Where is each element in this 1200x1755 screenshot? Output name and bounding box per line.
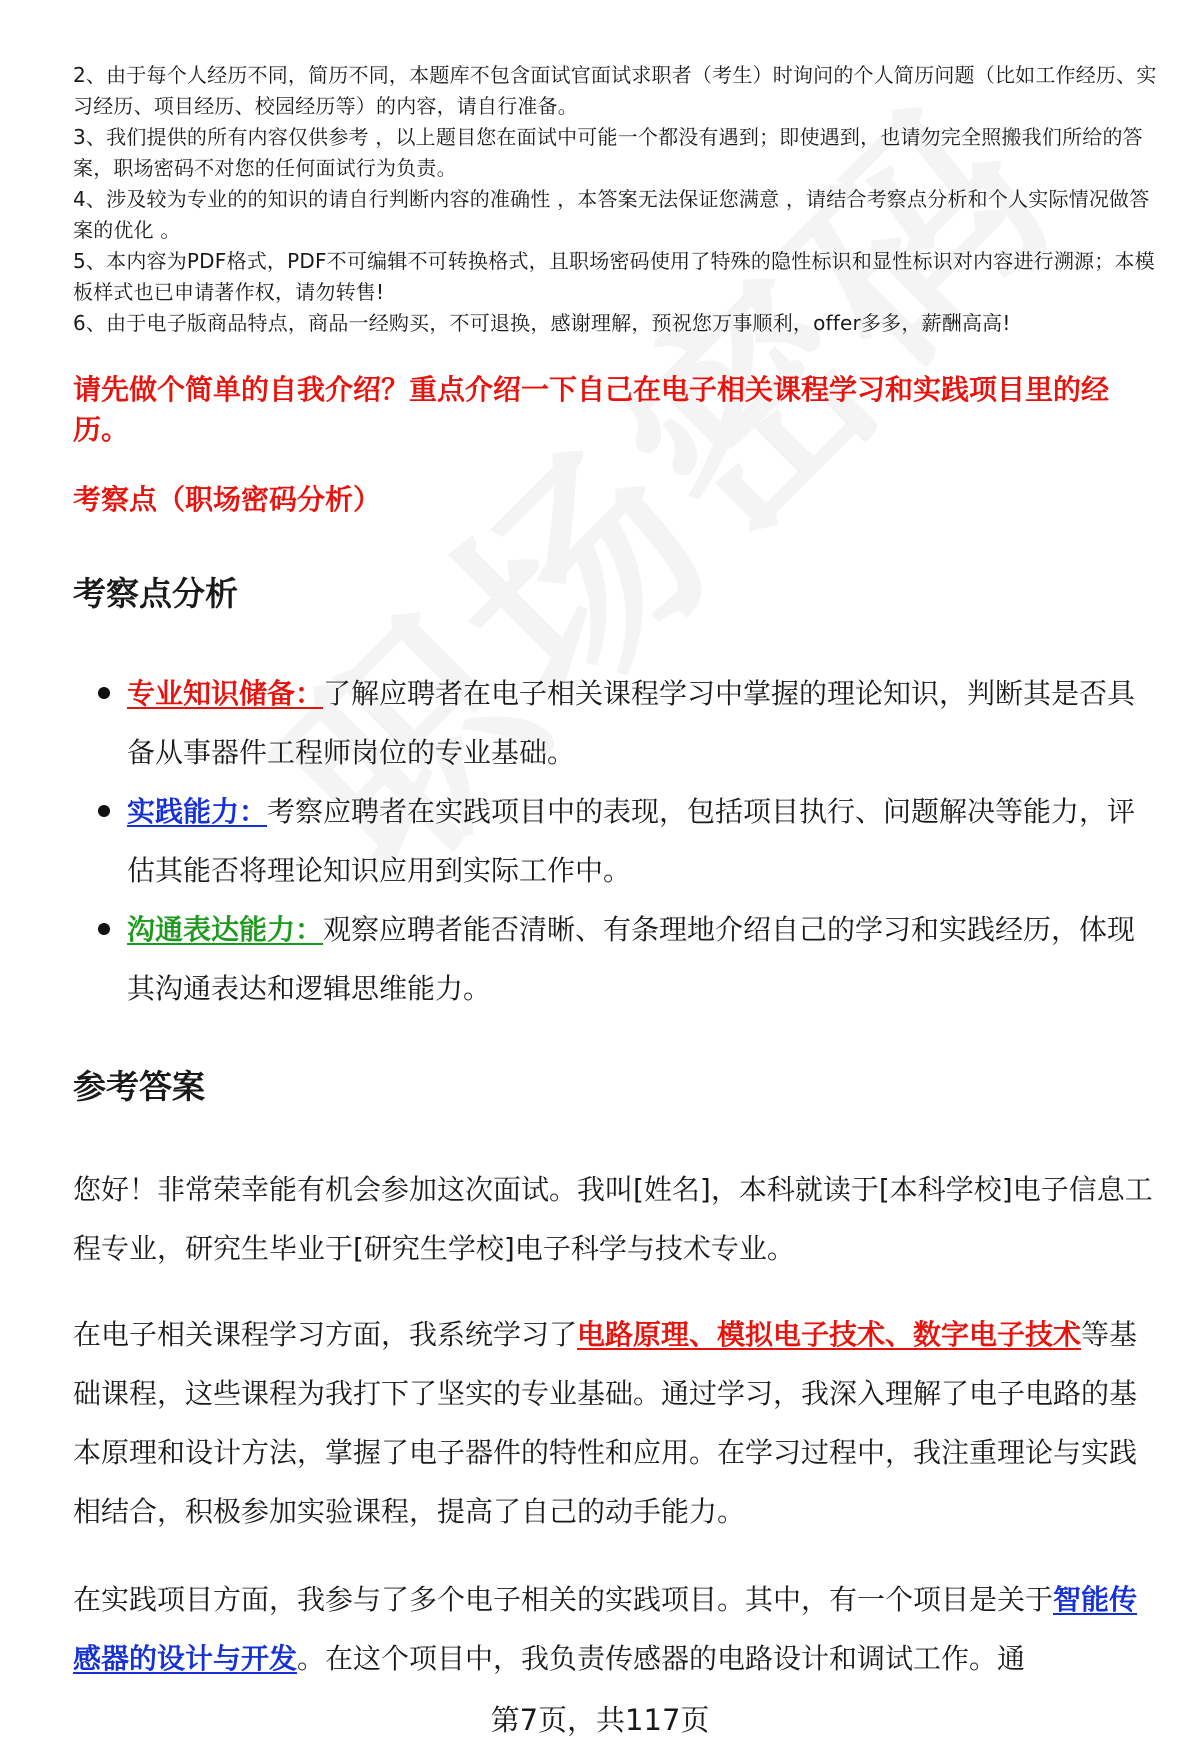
analysis-bullet-list [73, 664, 1163, 1018]
bullet-keyword: 实践能力： [127, 795, 268, 828]
answer-paragraph [73, 1305, 1163, 1541]
note-item: 6、由于电子版商品特点，商品一经购买，不可退换，感谢理解，预祝您万事顺利，offer多多，薪酬高高! [73, 311, 1011, 335]
answer-text: 在实践项目方面，我参与了多个电子相关的实践项目。其中，有一个项目是关于 [73, 1583, 1054, 1616]
answer-text: 。在这个项目中，我负责传感器的电路设计和调试工作。通 [297, 1642, 1026, 1675]
answer-text: 等基础课程，这些课程为我打下了坚实的专业基础。通过学习，我深入理解了电子电路的基本原理和设计方法，掌握了电子器件的特性和应用。在学习过程中，我注重理论与实践相结合，积极参加实验课程，提高了自己的动手能力。 [73, 1318, 1138, 1528]
bullet-keyword: 专业知识储备： [127, 677, 324, 710]
bullet-dot-icon [98, 805, 110, 817]
bullet-text: 了解应聘者在电子相关课程学习中掌握的理论知识，判断其是否具备从事器件工程师岗位的专业基础。 [127, 677, 1136, 769]
analysis-bullet [73, 900, 1163, 1018]
answer-highlight: 电路原理、模拟电子技术、数字电子技术 [577, 1318, 1082, 1351]
question-title: 请先做个简单的自我介绍？重点介绍一下自己在电子相关课程学习和实践项目里的经历。 [73, 373, 1110, 446]
answer-paragraph [73, 1570, 1163, 1688]
analysis-heading: 考察点分析 [73, 574, 238, 613]
note-item: 2、由于每个人经历不同，简历不同，本题库不包含面试官面试求职者（考生）时询问的个人简历问题（比如工作经历、实习经历、项目经历、校园经历等）的内容，请自行准备。 [73, 63, 1157, 118]
answer-heading: 参考答案 [73, 1067, 205, 1106]
note-item: 3、我们提供的所有内容仅供参考 ，以上题目您在面试中可能一个都没有遇到；即使遇到，也请勿完全照搬我们所给的答案，职场密码不对您的任何面试行为负责。 [73, 125, 1143, 180]
page-number-footer: 第7页，共117页 [490, 1703, 710, 1737]
bullet-text: 考察应聘者在实践项目中的表现，包括项目执行、问题解决等能力，评估其能否将理论知识应用到实际工作中。 [127, 795, 1136, 887]
analysis-bullet [73, 664, 1163, 782]
exam-point-label: 考察点（职场密码分析） [73, 483, 382, 516]
bullet-dot-icon [98, 687, 110, 699]
answer-text: 在电子相关课程学习方面，我系统学习了 [73, 1318, 578, 1351]
analysis-bullet [73, 782, 1163, 900]
note-item: 4、涉及较为专业的的知识的请自行判断内容的准确性 ，本答案无法保证您满意 ，请结合考察点分析和个人实际情况做答案的优化 。 [73, 187, 1150, 242]
answer-paragraph: 您好！非常荣幸能有机会参加这次面试。我叫[姓名]，本科就读于[本科学校]电子信息工程专业，研究生毕业于[研究生学校]电子科学与技术专业。 [73, 1173, 1153, 1265]
bullet-dot-icon [98, 923, 110, 935]
notes-list [73, 60, 1163, 339]
bullet-keyword: 沟通表达能力： [127, 913, 324, 946]
note-item: 5、本内容为PDF格式，PDF不可编辑不可转换格式，且职场密码使用了特殊的隐性标识和显性标识对内容进行溯源；本模板样式也已申请著作权，请勿转售! [73, 249, 1155, 304]
answer-highlight: 智能传感器的设计与开发 [73, 1583, 1138, 1675]
bullet-text: 观察应聘者能否清晰、有条理地介绍自己的学习和实践经历，体现其沟通表达和逻辑思维能力。 [127, 913, 1136, 1005]
